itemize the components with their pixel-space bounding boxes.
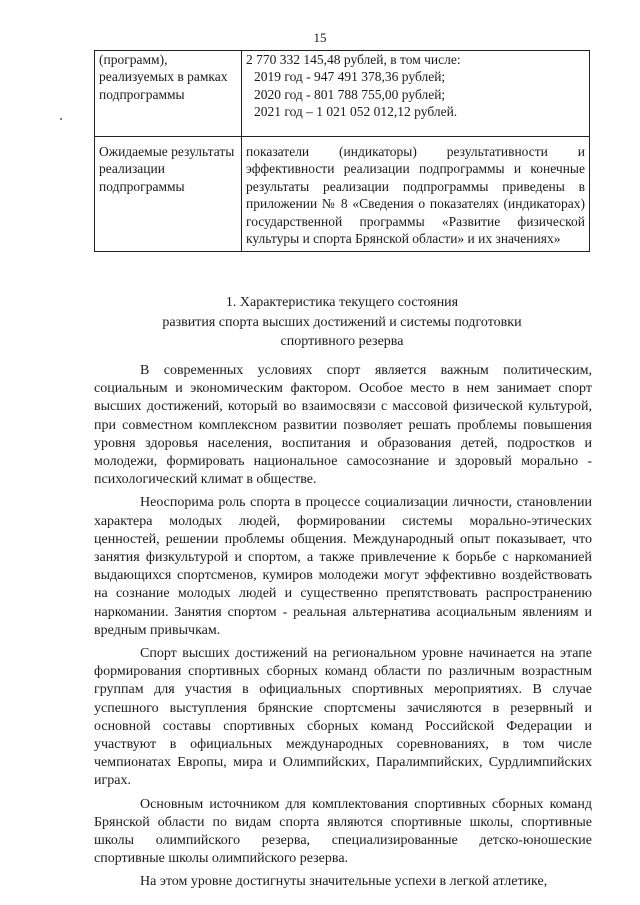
results-label-cell: Ожидаемые результаты реализации подпрограммы <box>95 137 242 252</box>
section-heading-line-3: спортивного резерва <box>280 334 404 349</box>
funding-label-cell: (программ), реализуемых в рамках подпрограммы <box>95 51 242 137</box>
section-heading <box>94 293 590 352</box>
funding-total: 2 770 332 145,48 рублей, в том числе: <box>246 52 461 67</box>
paragraph-2: Неоспорима роль спорта в процессе социализации личности, становлении характера молодых людей, формировании системы морально-этических ценностей, решении проблемы общения. Международный опыт показывает, что занятия физкультурой и спортом, а также привлечение к борьбе с наркоманией выдающихся спортсменов, кумиров молодежи могут эффективно воздействовать на сознание молодых людей и существенно препятствовать распространению наркомании. Занятия спортом - реальная альтернатива асоциальным явлениям и вредным привычкам. <box>94 495 592 638</box>
table-row-results <box>95 137 590 252</box>
section-heading-line-2: развития спорта высших достижений и системы подготовки <box>162 314 522 330</box>
section-heading-line-1: 1. Характеристика текущего состояния <box>225 295 459 310</box>
funding-value-cell <box>242 51 590 137</box>
results-value-cell: показатели (индикаторы) результативности и эффективности реализации подпрограммы и конечные результаты реализации подпрограммы приведены в приложении № 8 «Сведения о показателях (индикаторах) государственной программы «Развитие физической культуры и спорта Брянской области» и их значениях» <box>242 137 590 252</box>
page-number: 15 <box>313 30 327 45</box>
paragraph-4: Основным источником для комплектования спортивных сборных команд Брянской области по видам спорта являются спортивные школы, спортивные школы олимпийского резерва, специализированные детско-юношеские спортивные школы олимпийского резерва. <box>94 796 592 867</box>
table-row-funding <box>95 51 590 137</box>
paragraph-3: Спорт высших достижений на региональном уровне начинается на этапе формирования спортивных сборных команд области по различным возрастным группам для участия в официальных спортивных мероприятиях. В случае успешного выступления брянские спортсмены зачисляются в резервный и основной составы спортивных сборных команд Российской Федерации и участвуют в официальных международных соревнованиях, в том числе чемпионатах Европы, мира и Олимпийских, Паралимпийских, Сурдлимпийских играх. <box>94 646 592 789</box>
paragraph-1: В современных условиях спорт является важным политическим, социальным и экономическим фактором. Особое место в нем занимает спорт высших достижений, который во взаимосвязи с массовой физической культурой, при совместном комплексном развитии позволяет решать проблемы повышения уровня здоровья населения, воспитания и образования детей, подростков и молодежи, формировать национальное самосознание и здоровый морально - психологический климат в обществе. <box>94 363 592 488</box>
funding-2020: 2020 год - 801 788 755,00 рублей; <box>254 86 446 102</box>
paragraph-5: На этом уровне достигнуты значительные успехи в легкой атлетике, <box>140 874 548 890</box>
body-text <box>94 362 592 892</box>
funding-2021: 2021 год – 1 021 052 012,12 рублей. <box>254 104 458 120</box>
scan-speck <box>60 118 62 120</box>
funding-2019: 2019 год - 947 491 378,36 рублей; <box>254 69 446 85</box>
passport-table <box>94 50 590 252</box>
